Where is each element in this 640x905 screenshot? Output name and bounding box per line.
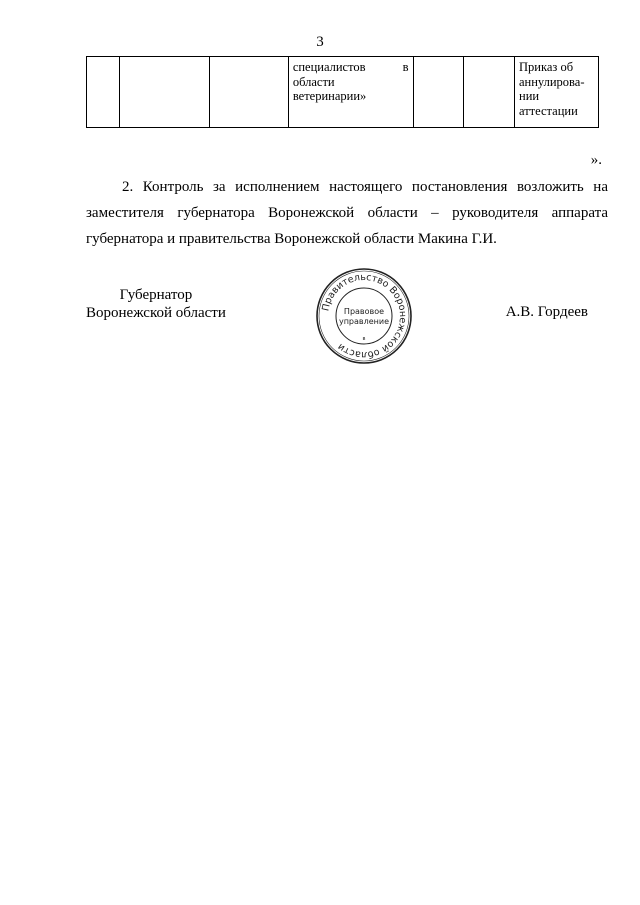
table-cell-order (515, 57, 599, 128)
seal-ring-text: Правительство Воронежской области (320, 271, 409, 361)
order-line: аттестации (519, 103, 578, 118)
signatory-title (86, 286, 226, 322)
signatory-name: А.В. Гордеев (505, 304, 588, 320)
vet-line: ветеринарии» (292, 89, 367, 103)
order-line: аннулирова- (519, 74, 585, 89)
seal-center-line1: Правовое (343, 307, 385, 316)
control-paragraph (86, 174, 608, 252)
signatory-title-line1: Губернатор (119, 287, 193, 303)
paragraph-line: 2. Контроль за исполнением настоящего постановления возложить на (122, 179, 608, 195)
table-continuation (86, 56, 599, 128)
paragraph-line: губернатора и правительства Воронежской области Макина Г.И. (86, 231, 497, 247)
signatory-title-line2: Воронежской области (86, 305, 226, 321)
official-seal (314, 266, 414, 366)
table-cell-1 (87, 57, 120, 128)
page-number: 3 (316, 34, 324, 50)
table-cell-3 (210, 57, 289, 128)
order-line: нии (519, 89, 540, 103)
table-cell-subject (288, 57, 413, 128)
seal-bottom-mark: в (362, 336, 366, 342)
in-word: в (402, 60, 409, 74)
paragraph-line: заместителя губернатора Воронежской области – руководителя аппарата (86, 205, 608, 221)
specialists-word: специалистов (292, 60, 366, 74)
table-cell-5 (413, 57, 464, 128)
table-cell-6 (464, 57, 515, 128)
table-row (87, 57, 599, 128)
region-line: области (292, 74, 335, 89)
closing-quote: ». (590, 152, 602, 168)
seal-center-line2: управление (338, 317, 390, 326)
order-line: Приказ об (519, 60, 574, 74)
table-cell-2 (119, 57, 209, 128)
